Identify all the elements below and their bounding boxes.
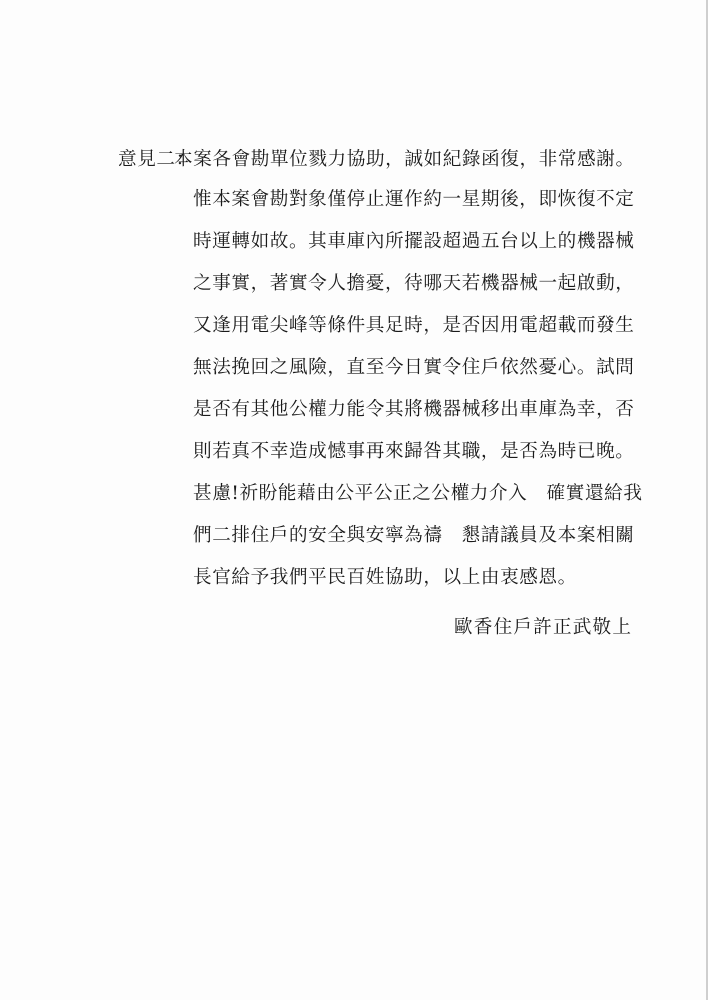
paragraph-line: 們二排住戶的安全與安寧為禱 懇請議員及本案相關 (193, 525, 635, 546)
paragraph-line: 是否有其他公權力能令其將機器械移出車庫為幸，否 (193, 399, 635, 420)
paragraph-line: 無法挽回之風險，直至今日實令住戶依然憂心。試問 (193, 357, 635, 378)
paragraph-line: 甚慮!祈盼能藉由公平公正之公權力介入 確實還給我 (193, 483, 643, 504)
paragraph-line: 本案各會勘單位戮力協助，誠如紀錄函復，非常感謝。 (174, 149, 635, 170)
opinion-label: 意見二： (118, 149, 195, 170)
paragraph-line: 又逢用電尖峰等條件具足時，是否因用電超載而發生 (193, 315, 635, 336)
paragraph-line: 則若真不幸造成憾事再來歸咎其職，是否為時已晚。 (193, 441, 635, 462)
paragraph-line: 惟本案會勘對象僅停止運作約一星期後，即恢復不定 (193, 189, 635, 210)
signature: 歐香住戶許正武敬上 (454, 617, 633, 638)
paragraph-line: 之事實，著實令人擔憂，待哪天若機器械一起啟動， (193, 273, 635, 294)
paragraph-line: 長官給予我們平民百姓協助，以上由衷感恩。 (193, 567, 577, 588)
paragraph-line: 時運轉如故。其車庫內所擺設超過五台以上的機器械 (193, 231, 635, 252)
